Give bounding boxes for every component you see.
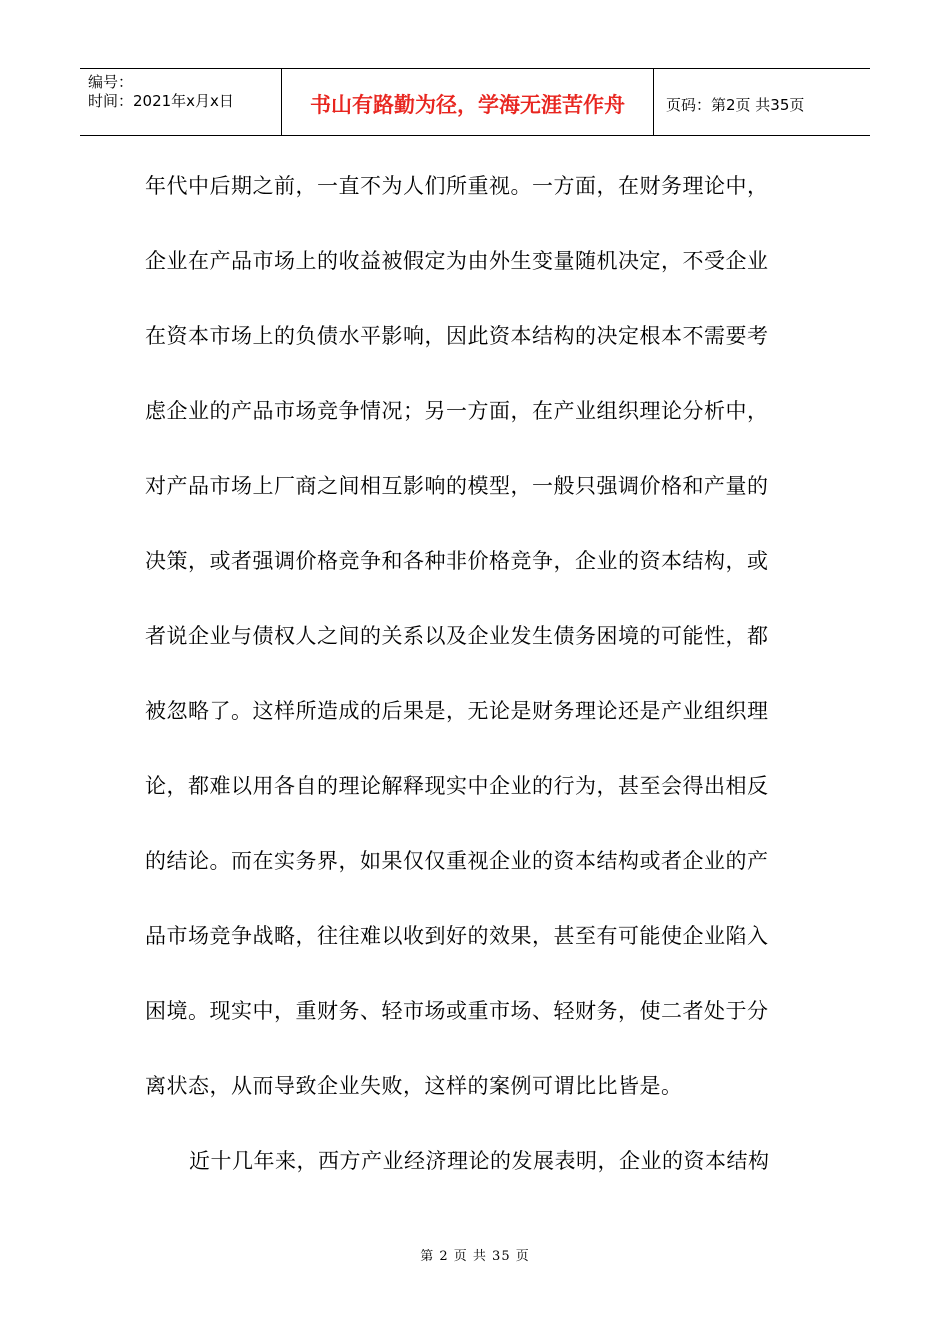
page-footer: 第 2 页 共 35 页 <box>420 1249 530 1264</box>
header-meta <box>80 69 282 135</box>
header-page-info: 页码：第2页 共35页 <box>666 95 805 114</box>
page-header <box>80 68 870 136</box>
document-number-label: 编号： <box>88 73 134 91</box>
document-time-label: 时间：2021年x月x日 <box>88 92 234 110</box>
text-line: 品市场竞争战略，往往难以收到好的效果，甚至有可能使企业陷入 <box>145 924 769 948</box>
text-line: 离状态，从而导致企业失败，这样的案例可谓比比皆是。 <box>145 1074 683 1098</box>
text-line: 被忽略了。这样所造成的后果是，无论是财务理论还是产业组织理 <box>145 699 769 723</box>
text-line: 对产品市场上厂商之间相互影响的模型，一般只强调价格和产量的 <box>145 474 769 498</box>
text-line: 的结论。而在实务界，如果仅仅重视企业的资本结构或者企业的产 <box>145 849 769 873</box>
text-line: 虑企业的产品市场竞争情况；另一方面，在产业组织理论分析中， <box>145 399 769 423</box>
text-line: 年代中后期之前，一直不为人们所重视。一方面，在财务理论中， <box>145 174 769 198</box>
document-body <box>145 158 810 1208</box>
text-line: 在资本市场上的负债水平影响，因此资本结构的决定根本不需要考 <box>145 324 769 348</box>
header-motto: 书山有路勤为径，学海无涯苦作舟 <box>282 69 654 135</box>
text-line: 论，都难以用各自的理论解释现实中企业的行为，甚至会得出相反 <box>145 774 769 798</box>
text-line: 企业在产品市场上的收益被假定为由外生变量随机决定，不受企业 <box>145 249 769 273</box>
text-line: 者说企业与债权人之间的关系以及企业发生债务困境的可能性，都 <box>145 624 769 648</box>
text-line: 决策，或者强调价格竞争和各种非价格竞争，企业的资本结构，或 <box>145 549 769 573</box>
text-line: 困境。现实中，重财务、轻市场或重市场、轻财务，使二者处于分 <box>145 999 769 1023</box>
text-line-paragraph-start: 近十几年来，西方产业经济理论的发展表明，企业的资本结构 <box>189 1149 770 1173</box>
